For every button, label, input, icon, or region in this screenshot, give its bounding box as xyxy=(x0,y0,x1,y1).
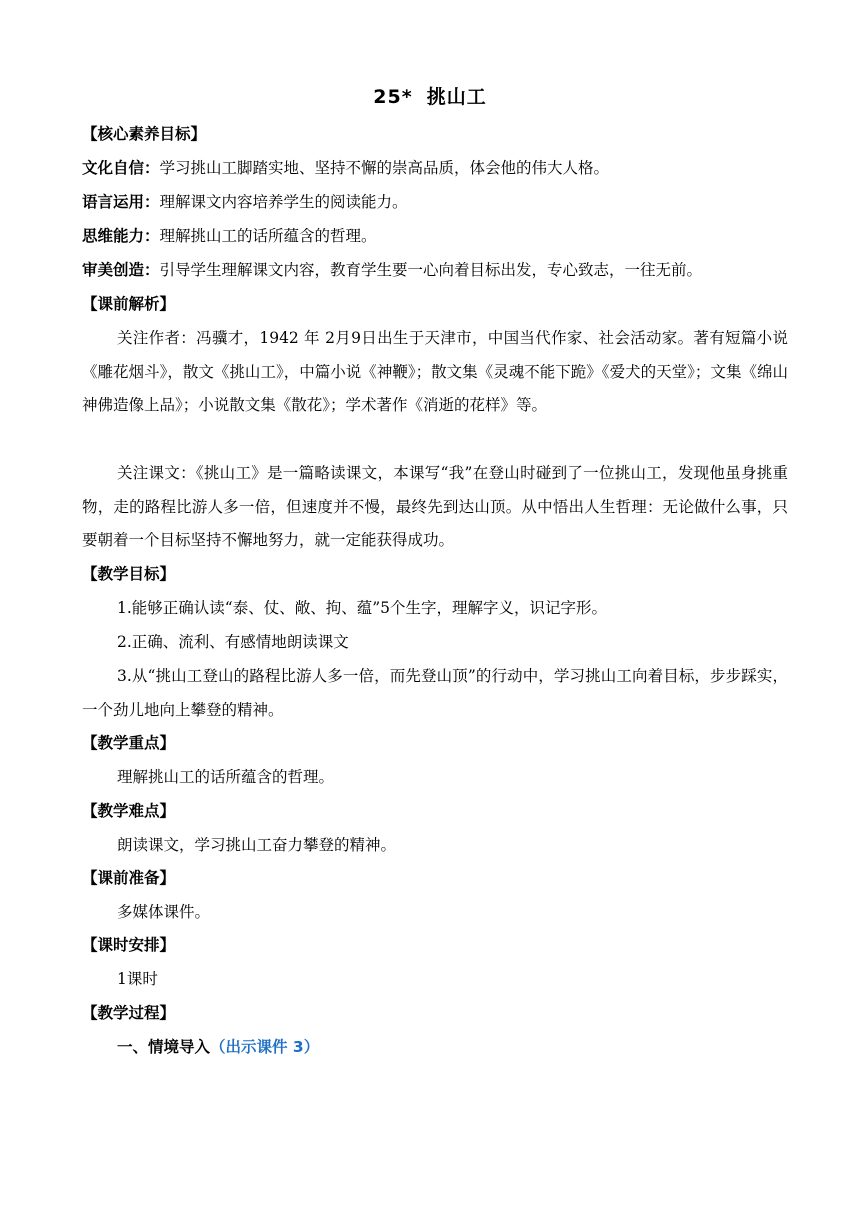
process-step xyxy=(117,1031,787,1064)
core-goal-text: 学习挑山工脚踏实地、坚持不懈的崇高品质，体会他的伟大人格。 xyxy=(159,159,610,177)
core-goal-label: 审美创造： xyxy=(82,261,160,279)
core-goal-item xyxy=(82,220,782,253)
core-goal-text: 理解挑山工的话所蕴含的哲理。 xyxy=(159,227,377,245)
core-goal-label: 思维能力： xyxy=(82,227,160,245)
preparation-text: 多媒体课件。 xyxy=(117,903,211,921)
section-pre-analysis: 【课前解析】 xyxy=(82,295,176,313)
lesson-title xyxy=(0,82,860,109)
core-goal-item xyxy=(82,186,782,219)
core-goal-text: 理解课文内容培养学生的阅读能力。 xyxy=(159,193,408,211)
section-process: 【教学过程】 xyxy=(82,1004,176,1022)
courseware-reference[interactable]: （出示课件 3） xyxy=(210,1038,320,1056)
schedule-text: 1课时 xyxy=(117,970,158,988)
section-key-points: 【教学重点】 xyxy=(82,734,176,752)
teaching-goal-item: 3.从“挑山工登山的路程比游人多一倍，而先登山顶”的行动中，学习挑山工向着目标，步步踩实，一个劲儿地向上攀登的精神。 xyxy=(82,667,788,719)
pre-analysis-text: 关注课文：《挑山工》是一篇略读课文，本课写“我”在登山时碰到了一位挑山工，发现他虽身挑重物，走的路程比游人多一倍，但速度并不慢，最终先到达山顶。从中悟出人生哲理：无论做什么事，只要朝着一个目标坚持不懈地努力，就一定能获得成功。 xyxy=(82,464,788,549)
core-goal-item xyxy=(82,254,782,287)
section-teaching-goals: 【教学目标】 xyxy=(82,565,176,583)
section-preparation: 【课前准备】 xyxy=(82,869,176,887)
key-points-text: 理解挑山工的话所蕴含的哲理。 xyxy=(117,768,335,786)
lesson-title-text: 挑山工 xyxy=(426,86,487,108)
difficulties-text: 朗读课文，学习挑山工奋力攀登的精神。 xyxy=(117,836,397,854)
core-goal-label: 语言运用： xyxy=(82,193,160,211)
lesson-number: 25* xyxy=(373,86,413,108)
pre-analysis-author: 关注作者：冯骥才，1942 年 2月9日出生于天津市，中国当代作家、社会活动家。著有短篇小说《雕花烟斗》，散文《挑山工》，中篇小说《神鞭》；散文集《灵魂不能下跪》《爱犬的天堂》；文集《绵山神佛造像上品》；小说散文集《散花》；学术著作《消逝的花样》等。 xyxy=(82,329,788,414)
section-schedule: 【课时安排】 xyxy=(82,936,176,954)
core-goal-label: 文化自信： xyxy=(82,159,160,177)
teaching-goal-item: 1.能够正确认读“泰、仗、敞、拘、蕴”5个生字，理解字义，识记字形。 xyxy=(117,599,608,617)
section-core-goals: 【核心素养目标】 xyxy=(82,125,207,143)
teaching-goal-item: 2.正确、流利、有感情地朗读课文 xyxy=(117,633,349,651)
core-goal-item xyxy=(82,152,782,185)
core-goal-text: 引导学生理解课文内容，教育学生要一心向着目标出发，专心致志，一往无前。 xyxy=(159,261,703,279)
section-difficulties: 【教学难点】 xyxy=(82,802,176,820)
process-step-title: 一、情境导入 xyxy=(117,1038,211,1056)
